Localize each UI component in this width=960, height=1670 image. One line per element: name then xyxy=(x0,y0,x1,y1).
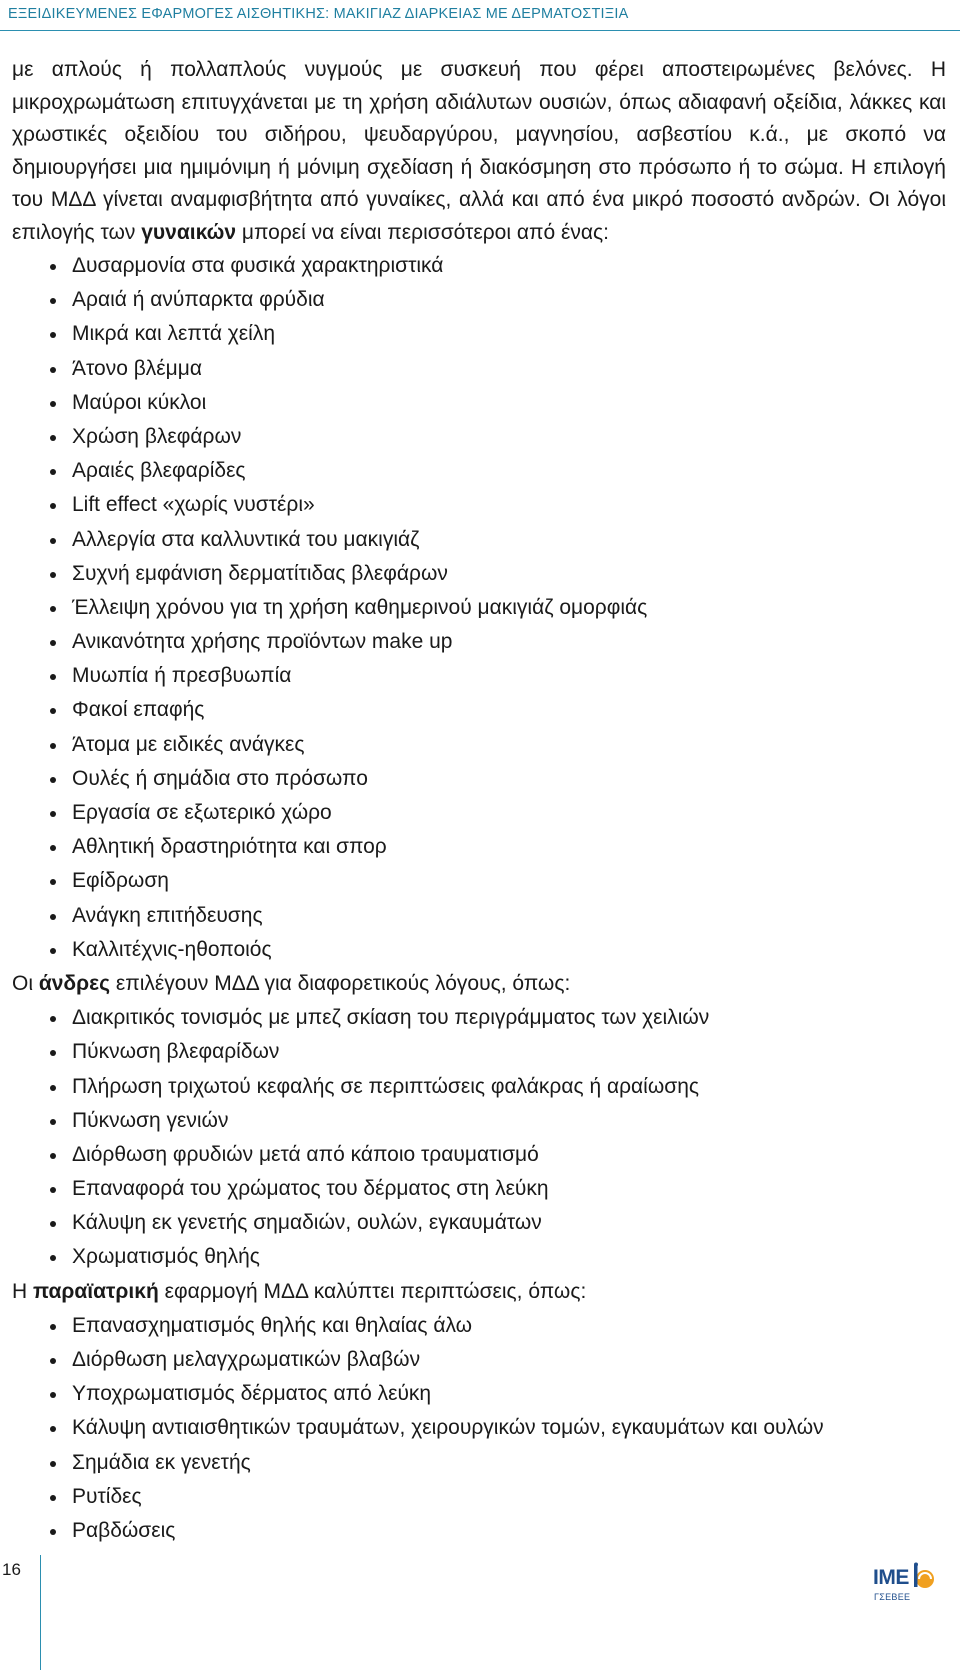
men-reason-item: Πύκνωση γενιών xyxy=(12,1104,946,1138)
paramedical-case-item: Υποχρωματισμός δέρματος από λεύκη xyxy=(12,1377,946,1411)
logo-emblem-bar xyxy=(914,1565,918,1587)
women-reason-item: Χρώση βλεφάρων xyxy=(12,420,946,454)
paramedical-case-item: Σημάδια εκ γενετής xyxy=(12,1446,946,1480)
intro-bold-term: γυναικών xyxy=(141,220,237,244)
women-reason-item: Αθλητική δραστηριότητα και σπορ xyxy=(12,830,946,864)
header-divider xyxy=(0,30,960,31)
page-body xyxy=(12,54,946,1548)
footer-divider xyxy=(40,1555,41,1670)
intro-text-before: με απλούς ή πολλαπλούς νυγμούς με συσκευή που φέρει αποστειρωμένες βελόνες. Η μικροχρωμάτωση επιτυγχάνεται με τη χρήση αδιάλυτων ουσιών, όπως αδιαφανή οξείδια, λάκκες και χρωστικές οξειδίου του σιδήρου, ψευδαργύρου, μαγνησίου, ασβεστίου κ.ά., με σκοπό να δημιουργήσει μια ημιμόνιμη ή μόνιμη σχεδίαση ή διακόσμηση στο πρόσωπο ή το σώμα. Η επιλογή του ΜΔΔ γίνεται αναμφισβήτητα από γυναίκες, αλλά και από ένα μικρό ποσοστό ανδρών. Οι λόγοι επιλογής των xyxy=(12,58,946,244)
men-reasons-list xyxy=(12,1001,946,1275)
intro-paragraph xyxy=(12,54,946,249)
intro-text-after: μπορεί να είναι περισσότεροι από ένας: xyxy=(236,220,609,244)
men-reason-item: Πλήρωση τριχωτού κεφαλής σε περιπτώσεις φαλάκρας ή αραίωσης xyxy=(12,1070,946,1104)
women-reasons-list xyxy=(12,249,946,967)
women-reason-item: Ανικανότητα χρήσης προϊόντων make up xyxy=(12,625,946,659)
paramedical-case-item: Ρυτίδες xyxy=(12,1480,946,1514)
men-reason-item: Διακριτικός τονισμός με μπεζ σκίαση του περιγράμματος των χειλιών xyxy=(12,1001,946,1035)
logo-main-text: ΙΜΕ xyxy=(873,1566,909,1589)
women-reason-item: Αλλεργία στα καλλυντικά του μακιγιάζ xyxy=(12,523,946,557)
paramedical-intro-after: εφαρμογή ΜΔΔ καλύπτει περιπτώσεις, όπως: xyxy=(158,1279,587,1303)
running-header: ΕΞΕΙΔΙΚΕΥΜΕΝΕΣ ΕΦΑΡΜΟΓΕΣ ΑΙΣΘΗΤΙΚΗΣ: ΜΑΚΙΓΙΑΖ ΔΙΑΡΚΕΙΑΣ ΜΕ ΔΕΡΜΑΤΟΣΤΙΞΙΑ xyxy=(8,6,629,22)
logo-emblem-dot xyxy=(914,1563,918,1567)
logo-sub-text: ΓΣΕΒΕΕ xyxy=(874,1592,911,1602)
women-reason-item: Δυσαρμονία στα φυσικά χαρακτηριστικά xyxy=(12,249,946,283)
paramedical-intro-bold: παραϊατρική xyxy=(33,1279,159,1303)
men-intro-bold: άνδρες xyxy=(38,971,111,995)
men-reason-item: Πύκνωση βλεφαρίδων xyxy=(12,1035,946,1069)
men-reason-item: Επαναφορά του χρώματος του δέρματος στη λεύκη xyxy=(12,1172,946,1206)
men-intro xyxy=(12,967,946,1001)
women-reason-item: Εργασία σε εξωτερικό χώρο xyxy=(12,796,946,830)
women-reason-item: Συχνή εμφάνιση δερματίτιδας βλεφάρων xyxy=(12,557,946,591)
women-reason-item: Καλλιτέχνις-ηθοποιός xyxy=(12,933,946,967)
women-reason-item: Μαύροι κύκλοι xyxy=(12,386,946,420)
paramedical-case-item: Κάλυψη αντιαισθητικών τραυμάτων, χειρουργικών τομών, εγκαυμάτων και ουλών xyxy=(12,1411,946,1445)
paramedical-intro-before: Η xyxy=(12,1279,33,1303)
women-reason-item: Έλλειψη χρόνου για τη χρήση καθημερινού μακιγιάζ ομορφιάς xyxy=(12,591,946,625)
paramedical-case-item: Ραβδώσεις xyxy=(12,1514,946,1548)
men-intro-before: Οι xyxy=(12,971,39,995)
paramedical-cases-list xyxy=(12,1309,946,1548)
women-reason-item: Lift effect «χωρίς νυστέρι» xyxy=(12,488,946,522)
paramedical-intro xyxy=(12,1275,946,1309)
ime-gsevee-logo xyxy=(873,1562,935,1607)
men-intro-after: επιλέγουν ΜΔΔ για διαφορετικούς λόγους, όπως: xyxy=(110,971,571,995)
women-reason-item: Άτομα με ειδικές ανάγκες xyxy=(12,728,946,762)
women-reason-item: Μικρά και λεπτά χείλη xyxy=(12,317,946,351)
women-reason-item: Μυωπία ή πρεσβυωπία xyxy=(12,659,946,693)
men-reason-item: Κάλυψη εκ γενετής σημαδιών, ουλών, εγκαυμάτων xyxy=(12,1206,946,1240)
page-number: 16 xyxy=(2,1560,21,1579)
women-reason-item: Ανάγκη επιτήδευσης xyxy=(12,899,946,933)
men-reason-item: Χρωματισμός θηλής xyxy=(12,1240,946,1274)
women-reason-item: Εφίδρωση xyxy=(12,864,946,898)
women-reason-item: Ουλές ή σημάδια στο πρόσωπο xyxy=(12,762,946,796)
paramedical-case-item: Επανασχηματισμός θηλής και θηλαίας άλω xyxy=(12,1309,946,1343)
women-reason-item: Αραιές βλεφαρίδες xyxy=(12,454,946,488)
women-reason-item: Αραιά ή ανύπαρκτα φρύδια xyxy=(12,283,946,317)
men-reason-item: Διόρθωση φρυδιών μετά από κάποιο τραυματισμό xyxy=(12,1138,946,1172)
logo-emblem-icon xyxy=(910,1562,936,1592)
women-reason-item: Άτονο βλέμμα xyxy=(12,352,946,386)
women-reason-item: Φακοί επαφής xyxy=(12,693,946,727)
paramedical-case-item: Διόρθωση μελαγχρωματικών βλαβών xyxy=(12,1343,946,1377)
